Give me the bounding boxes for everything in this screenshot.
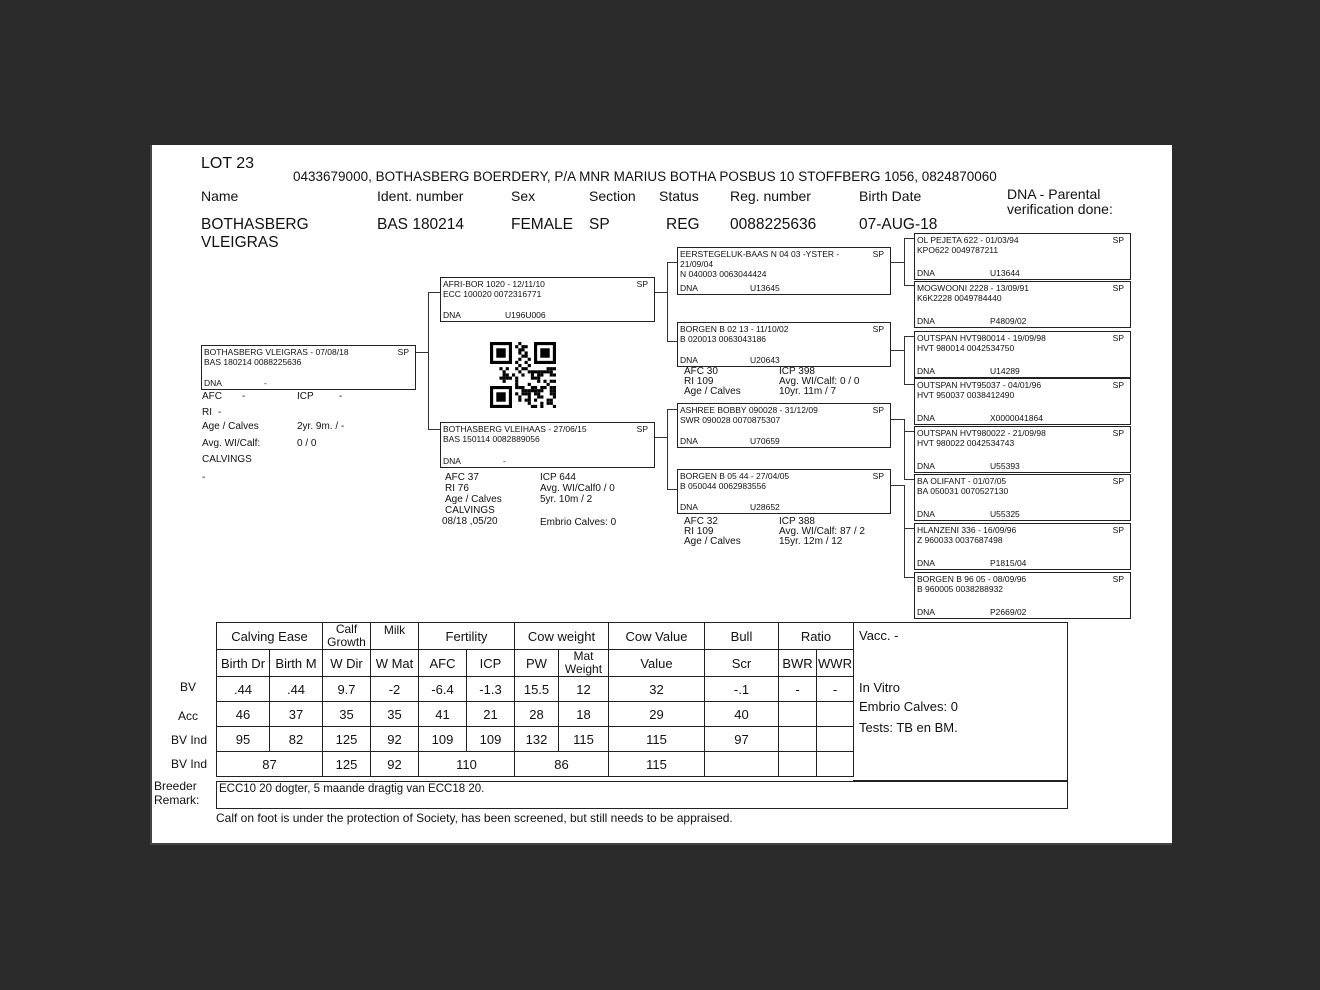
ggp-5-dna: DNA <box>917 461 935 471</box>
footer-note: Calf on foot is under the protection of Society, has been screened, but still needs to be appraised. <box>216 811 733 825</box>
gp-4-id: B 050044 0062983556 <box>680 481 767 491</box>
gp-2-sp: SP <box>872 324 884 334</box>
gp-2-icp: ICP 398 <box>779 366 815 377</box>
acc-mat-weight: 18 <box>559 702 609 727</box>
animal-box-dna-value: - <box>264 378 267 388</box>
ggp-5-sp: SP <box>1112 428 1124 438</box>
acc-birth-m: 37 <box>270 702 323 727</box>
bvind-w-dir: 125 <box>323 727 371 752</box>
group-bull: Bull <box>705 623 779 650</box>
animal-box-id: BAS 180214 0088225636 <box>204 357 302 367</box>
gp-3-name: ASHREE BOBBY 090028 - 31/12/09 <box>680 405 818 415</box>
bvind-afc: 109 <box>419 727 467 752</box>
ggp-box-4 <box>914 378 1131 425</box>
ggp-box-1 <box>914 233 1131 280</box>
ggp-1-dna: DNA <box>917 268 935 278</box>
bv-icp: -1.3 <box>467 677 515 702</box>
col-pw: PW <box>515 650 559 677</box>
bvind2-growth: 125 <box>323 752 371 777</box>
gp-1-name: EERSTEGELUK-BAAS N 04 03 -YSTER - 21/09/04 <box>680 249 840 269</box>
ggp-7-dna: DNA <box>917 558 935 568</box>
ggp-8-id: B 960005 0038288932 <box>917 584 1004 594</box>
bv-bwr: - <box>779 677 817 702</box>
ggp-4-id: HVT 950037 0038412490 <box>917 390 1015 400</box>
ggp-3-sp: SP <box>1112 333 1124 343</box>
col-wwr: WWR <box>817 650 854 677</box>
acc-w-dir: 35 <box>323 702 371 727</box>
bvind-w-mat: 92 <box>371 727 419 752</box>
bvind2-bull <box>705 752 779 777</box>
ggp-7-id: Z 960033 0037687498 <box>917 535 1003 545</box>
animal-ri-label: RI <box>202 407 212 418</box>
row-bvind <box>217 727 854 752</box>
animal-calvings-label: CALVINGS <box>202 454 252 465</box>
row-label-bvind-2: BV Ind <box>171 757 208 771</box>
group-ratio: Ratio <box>779 623 854 650</box>
gp-box-1 <box>677 247 891 295</box>
label-birth: Birth Date <box>859 188 922 204</box>
dam-sp: SP <box>636 424 648 434</box>
dam-avg: Avg. WI/Calf0 / 0 <box>540 483 615 494</box>
ggp-7-sp: SP <box>1112 525 1124 535</box>
bvind-scr: 97 <box>705 727 779 752</box>
acc-icp: 21 <box>467 702 515 727</box>
status-value: REG <box>666 216 700 233</box>
lot-sheet <box>150 145 1172 845</box>
bv-birth-dr: .44 <box>217 677 270 702</box>
gp-3-id: SWR 090028 0070875307 <box>680 415 781 425</box>
ggp-1-dna-value: U13644 <box>990 268 1020 278</box>
gp-2-dna-value: U20643 <box>750 355 780 365</box>
ggp-8-sp: SP <box>1112 574 1124 584</box>
acc-pw: 28 <box>515 702 559 727</box>
ggp-4-sp: SP <box>1112 380 1124 390</box>
gp-1-id: N 040003 0063044424 <box>680 269 767 279</box>
vacc-text: Vacc. - <box>859 628 899 643</box>
animal-ri: - <box>218 407 222 418</box>
dam-dna: DNA <box>443 456 461 466</box>
bvind-mat-weight: 115 <box>559 727 609 752</box>
tests-text: Tests: TB en BM. <box>859 720 958 735</box>
sire-sp: SP <box>636 279 648 289</box>
ggp-4-name: OUTSPAN HVT95037 - 04/01/96 <box>917 380 1042 390</box>
sire-dna: DNA <box>443 310 461 320</box>
gp-2-age: 10yr. 11m / 7 <box>779 386 837 397</box>
acc-wwr <box>817 702 854 727</box>
breeder-remark: ECC10 20 dogter, 5 maande dragtig van ECC18 20. <box>216 781 1068 809</box>
group-fertility: Fertility <box>419 623 515 650</box>
ggp-6-dna: DNA <box>917 509 935 519</box>
bvind-value: 115 <box>609 727 705 752</box>
bv-scr: -.1 <box>705 677 779 702</box>
bv-w-mat: -2 <box>371 677 419 702</box>
ggp-4-dna: DNA <box>917 413 935 423</box>
ggp-2-sp: SP <box>1112 283 1124 293</box>
bvind-pw: 132 <box>515 727 559 752</box>
gp-1-sp: SP <box>872 249 884 259</box>
col-scr: Scr <box>705 650 779 677</box>
ggp-8-dna: DNA <box>917 607 935 617</box>
label-sex: Sex <box>511 188 536 204</box>
acc-afc: 41 <box>419 702 467 727</box>
gp-2-id: B 020013 0063043186 <box>680 334 767 344</box>
embrio-calves: Embrio Calves: 0 <box>859 699 958 714</box>
gp-4-age: 15yr. 12m / 12 <box>779 536 843 547</box>
bv-afc: -6.4 <box>419 677 467 702</box>
owner-info: 0433679000, BOTHASBERG BOERDERY, P/A MNR MARIUS BOTHA POSBUS 10 STOFFBERG 1056, 0824870060 <box>293 169 997 184</box>
gp-2-dna: DNA <box>680 355 698 365</box>
ggp-box-7 <box>914 523 1131 570</box>
row-bv <box>217 677 854 702</box>
gp-2-avg: Avg. WI/Calf: 0 / 0 <box>779 376 860 387</box>
animal-icp-label: ICP <box>297 391 314 402</box>
bvind2-cow-value: 115 <box>609 752 705 777</box>
ggp-8-dna-value: P2669/02 <box>990 607 1027 617</box>
row-label-acc: Acc <box>178 709 199 723</box>
gp-4-icp: ICP 388 <box>779 516 815 527</box>
row-label-bv: BV <box>180 680 197 694</box>
ggp-6-sp: SP <box>1112 476 1124 486</box>
dam-age-label: Age / Calves <box>445 494 502 505</box>
birth-date: 07-AUG-18 <box>859 216 938 233</box>
animal-box-name: BOTHASBERG VLEIGRAS - 07/08/18 <box>204 347 349 357</box>
gp-4-dna-value: U28652 <box>750 502 780 512</box>
dam-age: 5yr. 10m / 2 <box>540 494 593 505</box>
gp-1-dna-value: U13645 <box>750 283 780 293</box>
bv-w-dir: 9.7 <box>323 677 371 702</box>
dam-box <box>440 422 655 468</box>
gp-3-dna-value: U70659 <box>750 436 780 446</box>
acc-scr: 40 <box>705 702 779 727</box>
bvind-birth-dr: 95 <box>217 727 270 752</box>
breeder-remark-label: Breeder Remark: <box>154 779 200 807</box>
ggp-5-dna-value: U55393 <box>990 461 1020 471</box>
ggp-box-3 <box>914 331 1131 378</box>
col-icp: ICP <box>467 650 515 677</box>
ggp-box-6 <box>914 474 1131 521</box>
bvind-bwr <box>779 727 817 752</box>
ggp-5-name: OUTSPAN HVT980022 - 21/09/98 <box>917 428 1046 438</box>
col-w-dir: W Dir <box>323 650 371 677</box>
group-cow-weight: Cow weight <box>515 623 609 650</box>
col-birth-dr: Birth Dr <box>217 650 270 677</box>
animal-calvings: - <box>202 472 206 483</box>
gp-4-afc: AFC 32 <box>684 516 718 527</box>
dam-name: BOTHASBERG VLEIHAAS - 27/06/15 <box>443 424 587 434</box>
animal-avg-label: Avg. WI/Calf: <box>202 438 261 449</box>
dam-icp: ICP 644 <box>540 472 576 483</box>
group-calf-growth: Calf Growth <box>323 623 371 650</box>
col-birth-m: Birth M <box>270 650 323 677</box>
section-value: SP <box>589 216 610 233</box>
label-reg: Reg. number <box>730 188 811 204</box>
dam-embrio: Embrio Calves: 0 <box>540 517 617 528</box>
ggp-8-name: BORGEN B 96 05 - 08/09/96 <box>917 574 1027 584</box>
ggp-7-dna-value: P1815/04 <box>990 558 1027 568</box>
sire-box <box>440 277 655 322</box>
animal-pedigree-box <box>201 345 416 390</box>
label-dna: DNA - Parental verification done: <box>1007 186 1113 217</box>
animal-afc-label: AFC <box>202 391 222 402</box>
bvind-icp: 109 <box>467 727 515 752</box>
breeding-values-table <box>216 622 854 777</box>
bvind2-milk: 92 <box>371 752 419 777</box>
sire-id: ECC 100020 0072316771 <box>443 289 542 299</box>
animal-age-label: Age / Calves <box>202 421 259 432</box>
acc-birth-dr: 46 <box>217 702 270 727</box>
gp-2-afc: AFC 30 <box>684 366 718 377</box>
gp-4-sp: SP <box>872 471 884 481</box>
dam-afc: AFC 37 <box>445 472 479 483</box>
bvind2-bwr <box>779 752 817 777</box>
ggp-2-name: MOGWOONI 2228 - 13/09/91 <box>917 283 1029 293</box>
ggp-2-id: K6K2228 0049784440 <box>917 293 1002 303</box>
gp-4-name: BORGEN B 05 44 - 27/04/05 <box>680 471 790 481</box>
ggp-4-dna-value: X0000041864 <box>990 413 1043 423</box>
animal-afc: - <box>242 391 246 402</box>
animal-box-sp: SP <box>397 347 409 357</box>
label-name: Name <box>201 188 239 204</box>
gp-box-2 <box>677 322 891 367</box>
group-calving-ease: Calving Ease <box>217 623 323 650</box>
bv-mat-weight: 12 <box>559 677 609 702</box>
bv-pw: 15.5 <box>515 677 559 702</box>
ggp-3-dna: DNA <box>917 366 935 376</box>
gp-1-dna: DNA <box>680 283 698 293</box>
animal-age: 2yr. 9m. / - <box>297 421 345 432</box>
gp-4-dna: DNA <box>680 502 698 512</box>
ggp-box-8 <box>914 572 1131 619</box>
ident-number: BAS 180214 <box>377 216 465 233</box>
animal-avg: 0 / 0 <box>297 438 317 449</box>
gp-2-ri: RI 109 <box>684 376 714 387</box>
ggp-7-name: HLANZENI 336 - 16/09/96 <box>917 525 1017 535</box>
gp-box-3 <box>677 403 891 448</box>
ggp-6-dna-value: U55325 <box>990 509 1020 519</box>
dam-calvings-label: CALVINGS <box>445 505 495 516</box>
bvind2-wwr <box>817 752 854 777</box>
ggp-2-dna: DNA <box>917 316 935 326</box>
gp-4-ri: RI 109 <box>684 526 714 537</box>
col-afc: AFC <box>419 650 467 677</box>
ggp-2-dna-value: P4809/02 <box>990 316 1027 326</box>
dam-dna-value: - <box>503 456 506 466</box>
col-w-mat: W Mat <box>371 650 419 677</box>
ggp-3-id: HVT 980014 0042534750 <box>917 343 1015 353</box>
animal-box-dna: DNA <box>204 378 222 388</box>
bv-wwr: - <box>817 677 854 702</box>
sire-name: AFRI-BOR 1020 - 12/11/10 <box>443 279 545 289</box>
animal-name: BOTHASBERG VLEIGRAS <box>201 216 309 251</box>
invitro-text: In Vitro <box>859 680 900 695</box>
acc-w-mat: 35 <box>371 702 419 727</box>
dam-id: BAS 150114 0082889056 <box>443 434 540 444</box>
ggp-1-id: KPO622 0049787211 <box>917 245 999 255</box>
qr-code <box>488 342 558 408</box>
ggp-1-name: OL PEJETA 622 - 01/03/94 <box>917 235 1019 245</box>
bvind-wwr <box>817 727 854 752</box>
ggp-3-name: OUTSPAN HVT980014 - 19/09/98 <box>917 333 1046 343</box>
bvind-birth-m: 82 <box>270 727 323 752</box>
row-label-bvind: BV Ind <box>171 733 208 747</box>
vaccination-panel <box>853 622 1068 781</box>
bvind2-fertility: 110 <box>419 752 515 777</box>
col-bwr: BWR <box>779 650 817 677</box>
gp-4-age-label: Age / Calves <box>684 536 741 547</box>
acc-value: 29 <box>609 702 705 727</box>
label-ident: Ident. number <box>377 188 464 204</box>
gp-2-age-label: Age / Calves <box>684 386 741 397</box>
bvind2-calving: 87 <box>217 752 323 777</box>
gp-3-dna: DNA <box>680 436 698 446</box>
sire-dna-value: U196U006 <box>505 310 546 320</box>
row-acc <box>217 702 854 727</box>
ggp-5-id: HVT 980022 0042534743 <box>917 438 1015 448</box>
gp-3-sp: SP <box>872 405 884 415</box>
col-mat-weight: Mat Weight <box>559 650 609 677</box>
group-cow-value: Cow Value <box>609 623 705 650</box>
gp-2-name: BORGEN B 02 13 - 11/10/02 <box>680 324 789 334</box>
gp-box-4 <box>677 469 891 514</box>
label-status: Status <box>659 188 699 204</box>
lot-number: LOT 23 <box>201 155 255 172</box>
ggp-1-sp: SP <box>1112 235 1124 245</box>
ggp-6-id: BA 050031 0070527130 <box>917 486 1009 496</box>
bvind2-cow-weight: 86 <box>515 752 609 777</box>
group-milk: Milk <box>371 623 419 650</box>
gp-4-avg: Avg. WI/Calf: 87 / 2 <box>779 526 865 537</box>
sex-value: FEMALE <box>511 216 574 233</box>
animal-icp: - <box>339 391 343 402</box>
dam-ri: RI 76 <box>445 483 469 494</box>
ggp-6-name: BA OLIFANT - 01/07/05 <box>917 476 1007 486</box>
dam-calvings: 08/18 ,05/20 <box>442 516 498 527</box>
label-section: Section <box>589 188 636 204</box>
bv-value: 32 <box>609 677 705 702</box>
acc-bwr <box>779 702 817 727</box>
ggp-3-dna-value: U14289 <box>990 366 1020 376</box>
bv-birth-m: .44 <box>270 677 323 702</box>
ggp-box-2 <box>914 281 1131 328</box>
ggp-box-5 <box>914 426 1131 473</box>
row-bvind-2 <box>217 752 854 777</box>
reg-number: 0088225636 <box>730 216 817 233</box>
col-value: Value <box>609 650 705 677</box>
